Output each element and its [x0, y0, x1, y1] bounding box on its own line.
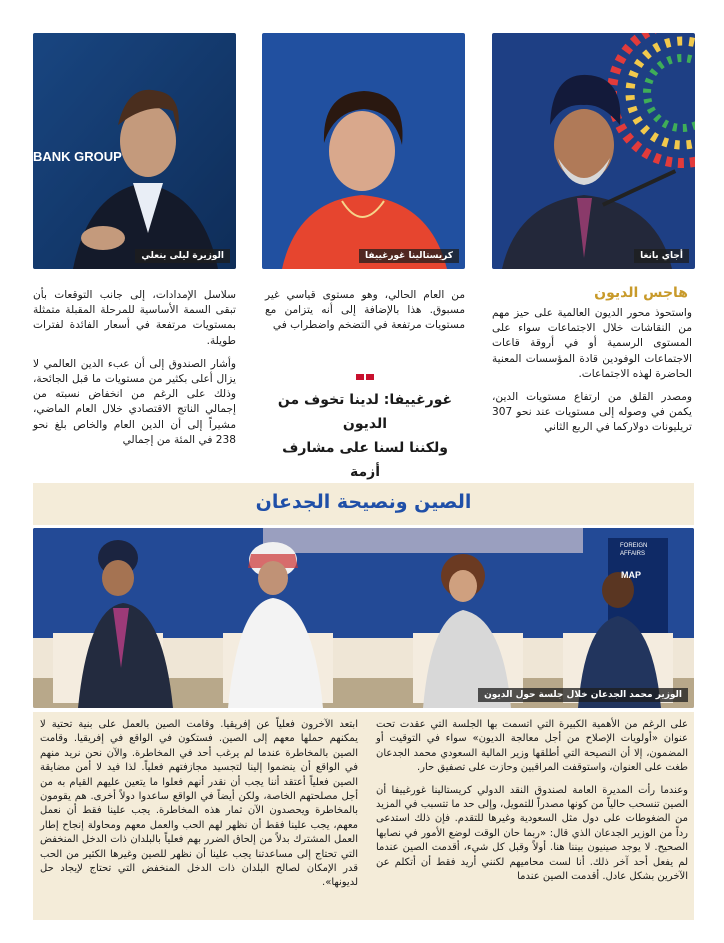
photo-panel-session [33, 528, 694, 708]
section-heading: هاجس الديون [594, 285, 688, 301]
backdrop-text: BANK GROUP [33, 149, 122, 164]
photo-caption: أجاي بانغا [634, 249, 689, 263]
paragraph: من العام الحالي، وهو مستوى قياسي غير مسبوق. هذا بالإضافة إلى أنه يتزامن مع مستويات مرتفعة في التضخم واضطراب في [265, 289, 465, 332]
quote-top-marks [265, 364, 465, 388]
article-column-bottom-left [40, 718, 358, 899]
article-column-right [492, 306, 692, 444]
quote-line: ولكننا لسنا على مشارف أزمة [282, 440, 448, 480]
quote-line: غورغييفا: لدينا تخوف من الديون [277, 392, 453, 432]
photo-caption: كريستالينا غورغييفا [359, 249, 459, 263]
paragraph: وأشار الصندوق إلى أن عبء الدين العالمي لا يزال أعلى بكثير من مستويات ما قبل الجائحة، وذلك على الرغم من انخفاض نسبته من إجمالي الناتج الاقتصادي خلال العام الماضي، مشيراً إلى أن الدين العام والخاص بلغ نحو 238 في المئة من إجمالي [33, 357, 236, 446]
paragraph: وعندما رأت المديرة العامة لصندوق النقد الدولي كريستالينا غورغييفا أن الصين تنسحب حالياً من كونها مصدراً للتمويل، وإلى حد ما تتسبب في المزيد من الضغوطات على دول مثل السعودية وغيرها للتقدم. فإن ذلك استدعى رداً من الوزير الجدعان الذي قال: «ربما حان الوقت لوضع الأمور في نصابها الصحيح. لا يوجد صينيون بيننا هنا. أولاً وقبل كل شيء، أقدمت الصين عندما لم يفعل أحد آخر ذلك. أنا لست محاميهم لكنني أريد فقط أن أتكلم عن الآخرين بشكل عادل. أقدمت الصين عندما [376, 784, 688, 883]
backdrop-map: MAP [621, 570, 641, 580]
article-column-bottom-right [376, 718, 688, 892]
article-column-middle [265, 288, 465, 342]
photo-ajay-banga [492, 33, 695, 269]
photo-kristalina-georgieva [262, 33, 465, 269]
section-title-band [33, 483, 694, 525]
photo-leila-benali [33, 33, 236, 269]
paragraph: ومصدر القلق من ارتفاع مستويات الدين، يكمن في وصوله إلى مستويات عند نحو 307 تريليونات دولاركما في الربع الثاني [492, 391, 692, 434]
paragraph: واستحوذ محور الديون العالمية على حيز مهم من النقاشات خلال الاجتماعات سواء على المستوى الرسمية أو في أروقة قاعات الاجتماعات الوفودين قادة المؤسسات المعنية الحاضرة لهذه الاجتماعات. [492, 307, 692, 380]
paragraph: ابتعد الآخرون فعلياً عن إفريقيا. وقامت الصين بالعمل على بنية تحتية لا يمكنهم حملها معهم إلى الصين. فستكون في الواقع في إفريقيا. وقامت الصين بالمخاطرة عندما لم يرغب أحد في المخاطرة. والآن نحن نريد منهم في الواقع أن ينضموا إلينا لتجسيد مجازفتهم فعلياً. لذا فيد لا أمن مضايقة الصين فعلياً أعتقد أننا يجب أن نقدر أنهم فعلوا ما يتعين عليهم القيام به من أجل مصلحتهم الخاصة، ولكن أيضاً في الواقع ساعدوا دولاً أخرى. هم يقومون بالمخاطرة ويحصدون الآن ثمار هذه المخاطرة. يجب علينا فقط أن نعمل معهم، يجب علينا فقط أن نظهر لهم الحب والعمل معهم ومحاولة إنجاح إطار العمل المشترك بدلاً من إلحاق الضرر بهم فعلياً بالبلدان ذات الدخل المنخفض التي تحتاج إلى مساعدتنا يجب علينا أن نظهر للصين وغيرها الكثير من الحب قدر الإمكان لصالح البلدان ذات الدخل المنخفض التي تحتاج لإيجاد حل لديونها». [40, 719, 358, 889]
paragraph: سلاسل الإمدادات، إلى جانب التوقعات بأن تبقى السمة الأساسية للمرحلة المقبلة متمثلة بمستويات مرتفعة في أسعار الفائدة لفترات طويلة. [33, 289, 236, 347]
photo-caption: الوزير محمد الجدعان خلال جلسة حول الديون [478, 688, 688, 702]
backdrop-sign: FOREIGN AFFAIRS [620, 543, 648, 557]
article-column-left [33, 288, 236, 456]
photo-caption: الوزيرة ليلى بنعلي [135, 249, 230, 263]
paragraph: على الرغم من الأهمية الكبيرة التي اتسمت بها الجلسة التي عقدت تحت عنوان «أولويات الإصلاح من أجل معالجة الديون» سواء في التوقيت أو المضمون، إلا أن النصيحة التي أطلقها وزير المالية السعودي محمد الجدعان طغت على العنوان، واستوقفت المراقبين وحازت على تصفيق حار. [376, 719, 688, 774]
section-title: الصين ونصيحة الجدعان [255, 491, 472, 513]
